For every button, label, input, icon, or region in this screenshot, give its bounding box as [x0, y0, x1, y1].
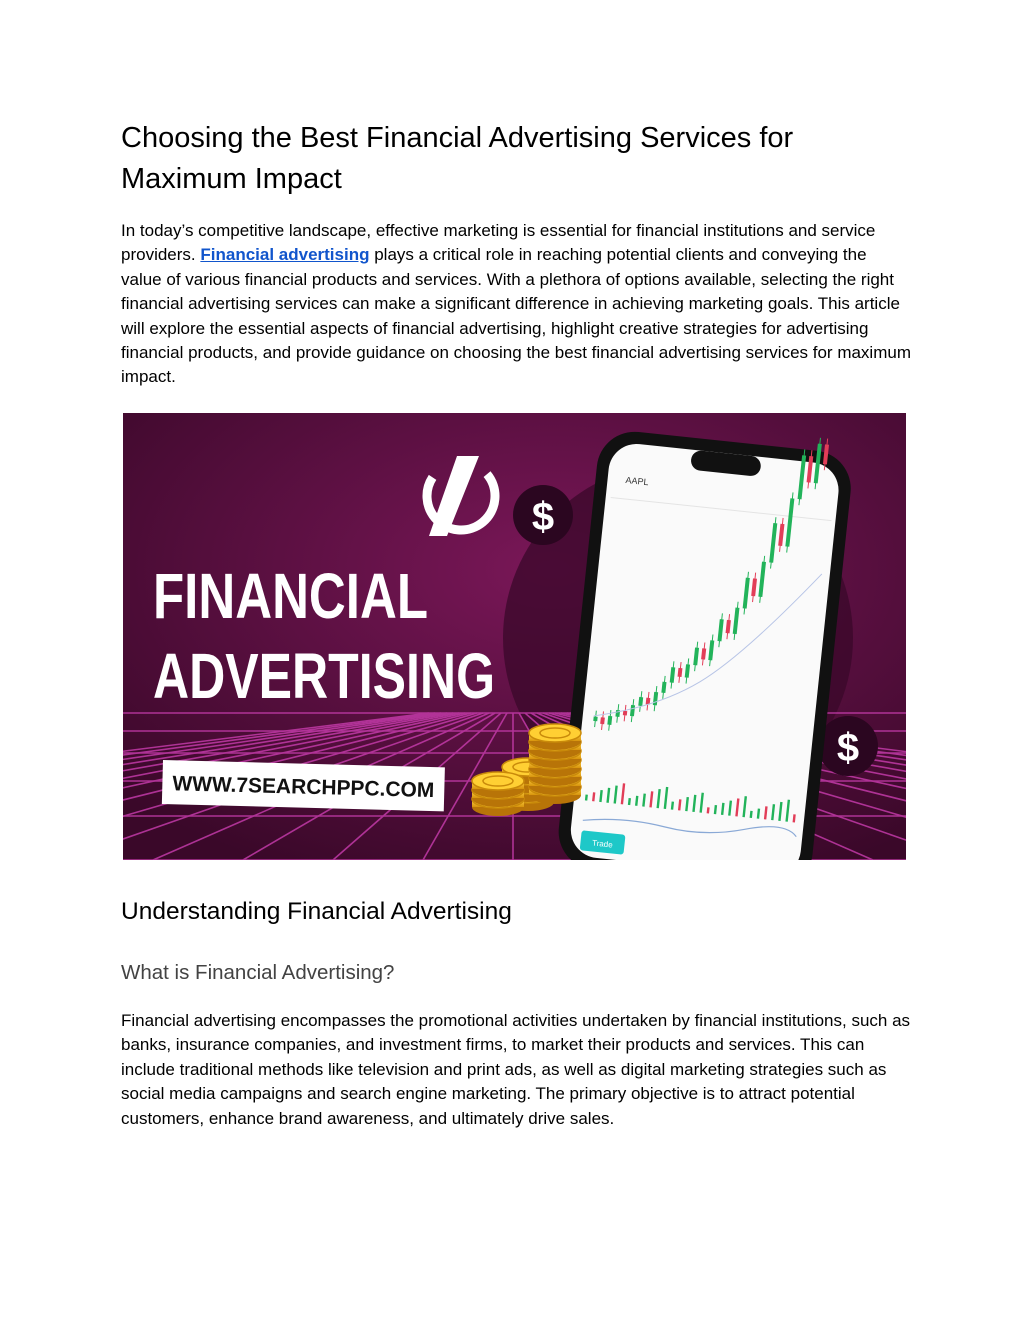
page-title: Choosing the Best Financial Advertising Services for Maximum Impact — [121, 122, 794, 195]
section-heading: Understanding Financial Advertising — [121, 898, 512, 925]
trade-button-label: Trade — [591, 838, 614, 850]
financial-advertising-link[interactable]: Financial advertising — [200, 245, 370, 265]
intro-paragraph — [121, 219, 911, 390]
intro-text-start: In today’s competitive landscape, effective marketing is essential for financial institutions and service providers. — [121, 221, 876, 265]
intro-text-end: plays a critical role in reaching potential clients and conveying the value of various financial products and services. With a plethora of options available, selecting the right financial advertising services can make a significant difference in achieving marketing goals. This article will explore the essential aspects of financial advertising, highlight creative strategies for advertising financial products, and provide guidance on choosing the best financial advertising services for maximum impact. — [121, 245, 911, 387]
url-box — [162, 760, 445, 811]
svg-text:$: $ — [531, 495, 555, 539]
banner-url: WWW.7SEARCHPPC.COM — [172, 772, 436, 803]
svg-text:$: $ — [836, 726, 860, 770]
banner-headline-line1: FINANCIAL — [153, 560, 428, 632]
section-body-paragraph: Financial advertising encompasses the promotional activities undertaken by financial institutions, such as banks, insurance companies, and investment firms, to market their products and services. This can include traditional methods like television and print ads, as well as digital marketing strategies such as social media campaigns and search engine marketing. The primary objective is to attract potential customers, enhance brand awareness, and ultimately drive sales. — [121, 1011, 911, 1128]
subsection-heading: What is Financial Advertising? — [121, 961, 395, 984]
smartphone — [555, 415, 856, 860]
ticker-label: AAPL — [625, 474, 650, 488]
dollar-coin-icon-2 — [818, 716, 878, 776]
financial-advertising-banner — [123, 413, 906, 860]
banner-headline-line2: ADVERTISING — [153, 640, 495, 712]
dollar-coin-icon — [513, 485, 573, 545]
